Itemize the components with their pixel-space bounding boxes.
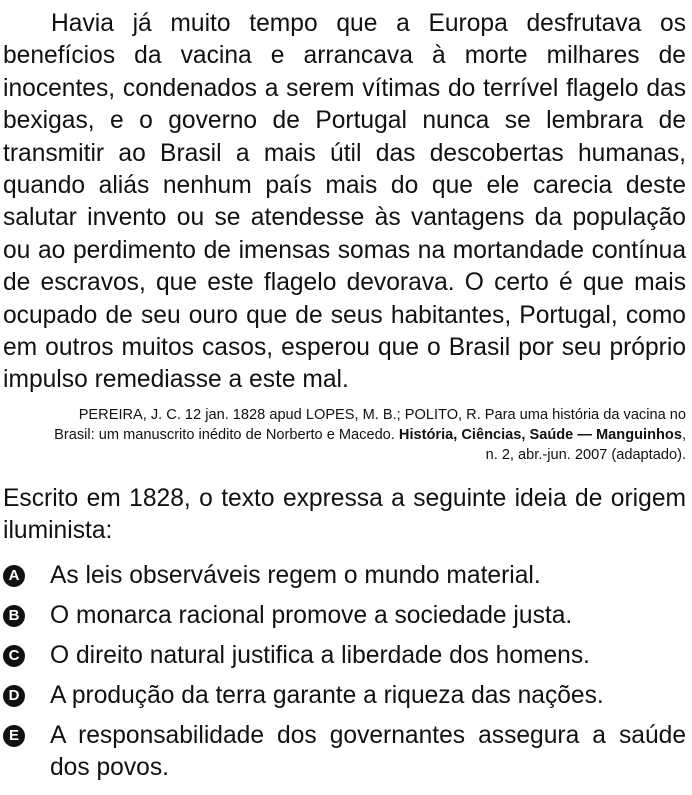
question-stem: Escrito em 1828, o texto expressa a seguinte ideia de origem iluminista: [3, 485, 686, 544]
answer-options [0, 560, 692, 792]
option-letter-badge: D [3, 685, 25, 707]
option-c[interactable] [0, 640, 686, 672]
option-text: O direito natural justifica a liberdade dos homens. [50, 642, 590, 669]
citation-journal: História, Ciências, Saúde — Manguinhos [398, 427, 682, 444]
citation-suffix: , n. 2, abr.-jun. 2007 (adaptado). [485, 427, 686, 464]
option-letter-badge: E [3, 725, 25, 747]
passage-text: Havia já muito tempo que a Europa desfrutava os benefícios da vacina e arrancava à morte milhares de inocentes, condenados a serem vítimas do terrível flagelo das bexigas, e o governo de Portugal nunca se lembrara de transmitir ao Brasil a mais útil das descobertas humanas, quando aliás nenhum país mais do que ele carecia deste salutar invento ou se atendesse às vantagens da população ou ao perdimento de imensas somas na mortandade contínua de escravos, que este flagelo devorava. O certo é que mais ocupado de seu ouro que de seus habitantes, Portugal, como em outros muitos casos, esperou que o Brasil por seu próprio impulso remediasse a este mal. [3, 10, 686, 394]
citation [46, 405, 686, 466]
option-a[interactable] [0, 560, 686, 592]
option-e[interactable] [0, 720, 686, 784]
option-letter-badge: B [3, 605, 25, 627]
option-letter-badge: A [3, 565, 25, 587]
option-text: As leis observáveis regem o mundo material. [50, 562, 541, 589]
option-text: A responsabilidade dos governantes assegura a saúde dos povos. [50, 722, 686, 781]
citation-prefix: PEREIRA, J. C. 12 jan. 1828 apud LOPES, M. B.; POLITO, R. Para uma história da vacina no Brasil: um manuscrito inédito de Norberto e Macedo. [54, 407, 686, 444]
option-text: O monarca racional promove a sociedade justa. [50, 602, 573, 629]
option-b[interactable] [0, 600, 686, 632]
option-letter-badge: C [3, 645, 25, 667]
option-text: A produção da terra garante a riqueza das nações. [50, 682, 604, 709]
option-d[interactable] [0, 680, 686, 712]
